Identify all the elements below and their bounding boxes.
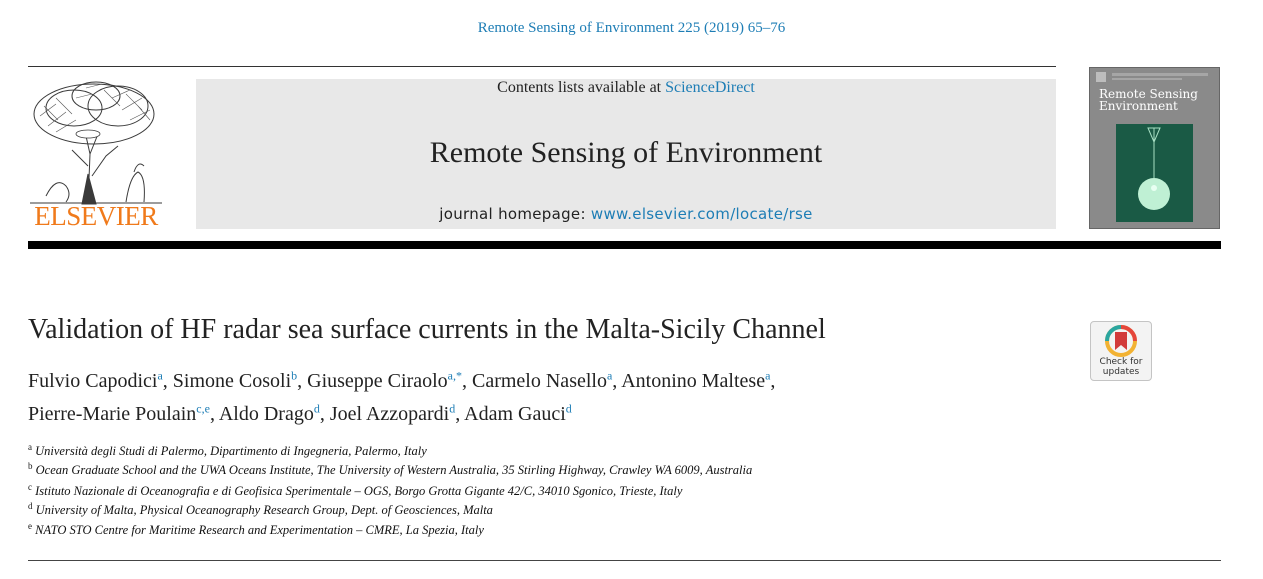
affiliation-key: c (28, 481, 32, 492)
affiliation-item (28, 441, 427, 459)
author-affiliation-link[interactable]: a (157, 368, 163, 383)
author-affiliation-link[interactable]: c,e (196, 401, 210, 416)
contents-line (196, 79, 1056, 97)
author-name[interactable]: Aldo Drago (218, 403, 314, 425)
cover-title: Remote Sensing Environment (1099, 87, 1198, 113)
elsevier-logo[interactable] (26, 76, 166, 232)
journal-banner (196, 79, 1056, 229)
journal-homepage-link[interactable]: www.elsevier.com/locate/rse (590, 205, 813, 223)
affiliation-item (28, 481, 683, 499)
author-name[interactable]: Antonino Maltese (621, 370, 766, 392)
elsevier-tree-icon (26, 76, 166, 206)
author-affiliation-link[interactable]: d (565, 401, 572, 416)
author-name[interactable]: Simone Cosoli (172, 370, 292, 392)
check-for-updates-button[interactable] (1090, 321, 1152, 381)
check-for-updates-label: Check for updates (1099, 357, 1143, 377)
journal-cover-image[interactable] (1089, 67, 1220, 229)
affiliation-text: Università degli Studi di Palermo, Dipartimento di Ingegneria, Palermo, Italy (35, 444, 427, 458)
affiliation-item (28, 500, 493, 518)
author-affiliation-link[interactable]: a (765, 368, 771, 383)
author-name[interactable]: Giuseppe Ciraolo (307, 370, 448, 392)
author-name[interactable]: Adam Gauci (464, 403, 566, 425)
author-affiliation-link[interactable]: a,* (447, 368, 462, 383)
author-line: Fulvio Capodici$^a$, Simone Cosoli$^b$, Giuseppe Ciraolo$^{a,*}$, Carmelo Nasello$^a$, Antonino Maltese$^a$, (28, 368, 776, 392)
article-title: Validation of HF radar sea surface currents in the Malta-Sicily Channel (28, 314, 826, 345)
author-affiliation-link[interactable]: d (449, 401, 456, 416)
elsevier-wordmark: ELSEVIER (34, 201, 158, 231)
author-name[interactable]: Carmelo Nasello (472, 370, 607, 392)
author-affiliation-link[interactable]: b (291, 368, 298, 383)
homepage-prefix: journal homepage: (439, 205, 591, 223)
author-line: Pierre-Marie Poulain$^{c,e}$, Aldo Drago$^d$, Joel Azzopardi$^d$, Adam Gauci$^d$ (28, 401, 572, 425)
affiliation-key: a (28, 441, 32, 452)
author-affiliation-link[interactable]: d (313, 401, 320, 416)
affiliation-text: Ocean Graduate School and the UWA Oceans Institute, The University of Western Australia, 35 Stirling Highway, Crawley WA 6009, Australia (35, 463, 753, 477)
affiliation-key: e (28, 520, 32, 531)
affiliation-key: d (28, 500, 33, 511)
affiliation-item (28, 460, 753, 478)
affiliation-text: University of Malta, Physical Oceanography Research Group, Dept. of Geosciences, Malta (35, 503, 493, 517)
sciencedirect-link[interactable]: ScienceDirect (665, 79, 755, 96)
journal-citation[interactable]: Remote Sensing of Environment 225 (2019) 65–76 (477, 20, 786, 36)
affiliation-text: NATO STO Centre for Maritime Research and Experimentation – CMRE, La Spezia, Italy (35, 523, 484, 537)
contents-prefix: Contents lists available at (497, 79, 666, 96)
journal-title: Remote Sensing of Environment (429, 136, 823, 169)
author-name[interactable]: Pierre-Marie Poulain (28, 403, 197, 425)
affiliation-text: Istituto Nazionale di Oceanografia e di Geofisica Sperimentale – OGS, Borgo Grotta Gigante 42/C, 34010 Sgonico, Trieste, Italy (35, 484, 683, 498)
affiliation-key: b (28, 460, 33, 471)
journal-homepage-line (196, 205, 1056, 223)
author-name[interactable]: Fulvio Capodici (28, 370, 158, 392)
affiliation-item (28, 520, 484, 538)
author-name[interactable]: Joel Azzopardi (329, 403, 450, 425)
author-affiliation-link[interactable]: a (606, 368, 613, 383)
bottom-divider (28, 560, 1221, 561)
bookmark-icon (1091, 324, 1151, 360)
header-thick-divider (28, 241, 1221, 249)
top-divider (28, 66, 1056, 67)
